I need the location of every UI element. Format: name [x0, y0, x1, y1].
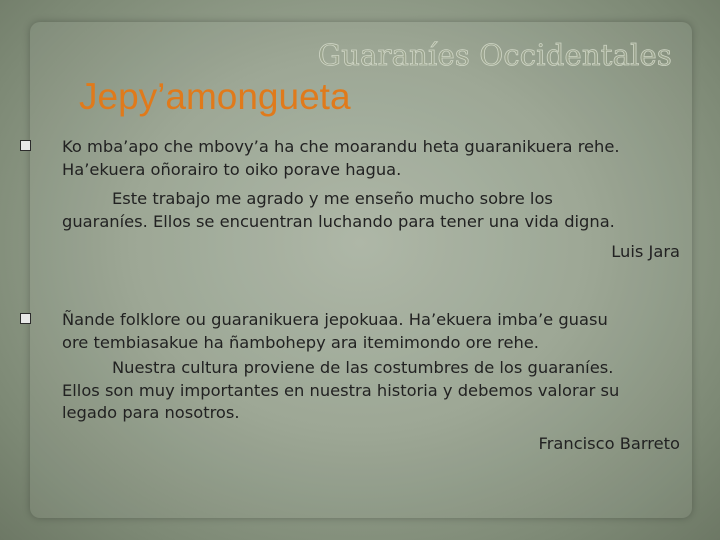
guarani-text-line: Ñande folklore ou guaranikuera jepokuaa. Ha’ekuera imba’e guasu	[62, 310, 608, 329]
slide-title: Jepy’amongueta	[79, 76, 351, 117]
spanish-text-line: Ellos son muy importantes en nuestra historia y debemos valorar su	[62, 380, 620, 400]
spanish-text-line: Este trabajo me agrado y me enseño mucho sobre los	[112, 189, 553, 208]
guarani-text-line: Ha’ekuera oñorairo to oiko porave hagua.	[62, 159, 402, 179]
slide-subtitle: Guaraníes Occidentales	[317, 38, 672, 72]
guarani-text-line: ore tembiasakue ha ñambohepy ara itemimondo ore rehe.	[62, 332, 539, 352]
spanish-text-line: legado para nosotros.	[62, 403, 240, 422]
bullet-item	[18, 309, 688, 332]
spanish-text-line: guaraníes. Ellos se encuentran luchando para tener una vida digna.	[62, 211, 615, 231]
bullet-item	[18, 136, 688, 159]
content-block-1	[18, 136, 688, 264]
author-name: Francisco Barreto	[538, 433, 680, 453]
bullet-square-icon	[20, 140, 31, 151]
content-block-2	[18, 309, 688, 455]
bullet-square-icon	[20, 313, 31, 324]
spanish-text-line: Nuestra cultura proviene de las costumbres de los guaraníes.	[112, 358, 614, 377]
author-name: Luis Jara	[611, 242, 680, 261]
guarani-text-line: Ko mba’apo che mbovy’a ha che moarandu heta guaranikuera rehe.	[62, 137, 620, 156]
